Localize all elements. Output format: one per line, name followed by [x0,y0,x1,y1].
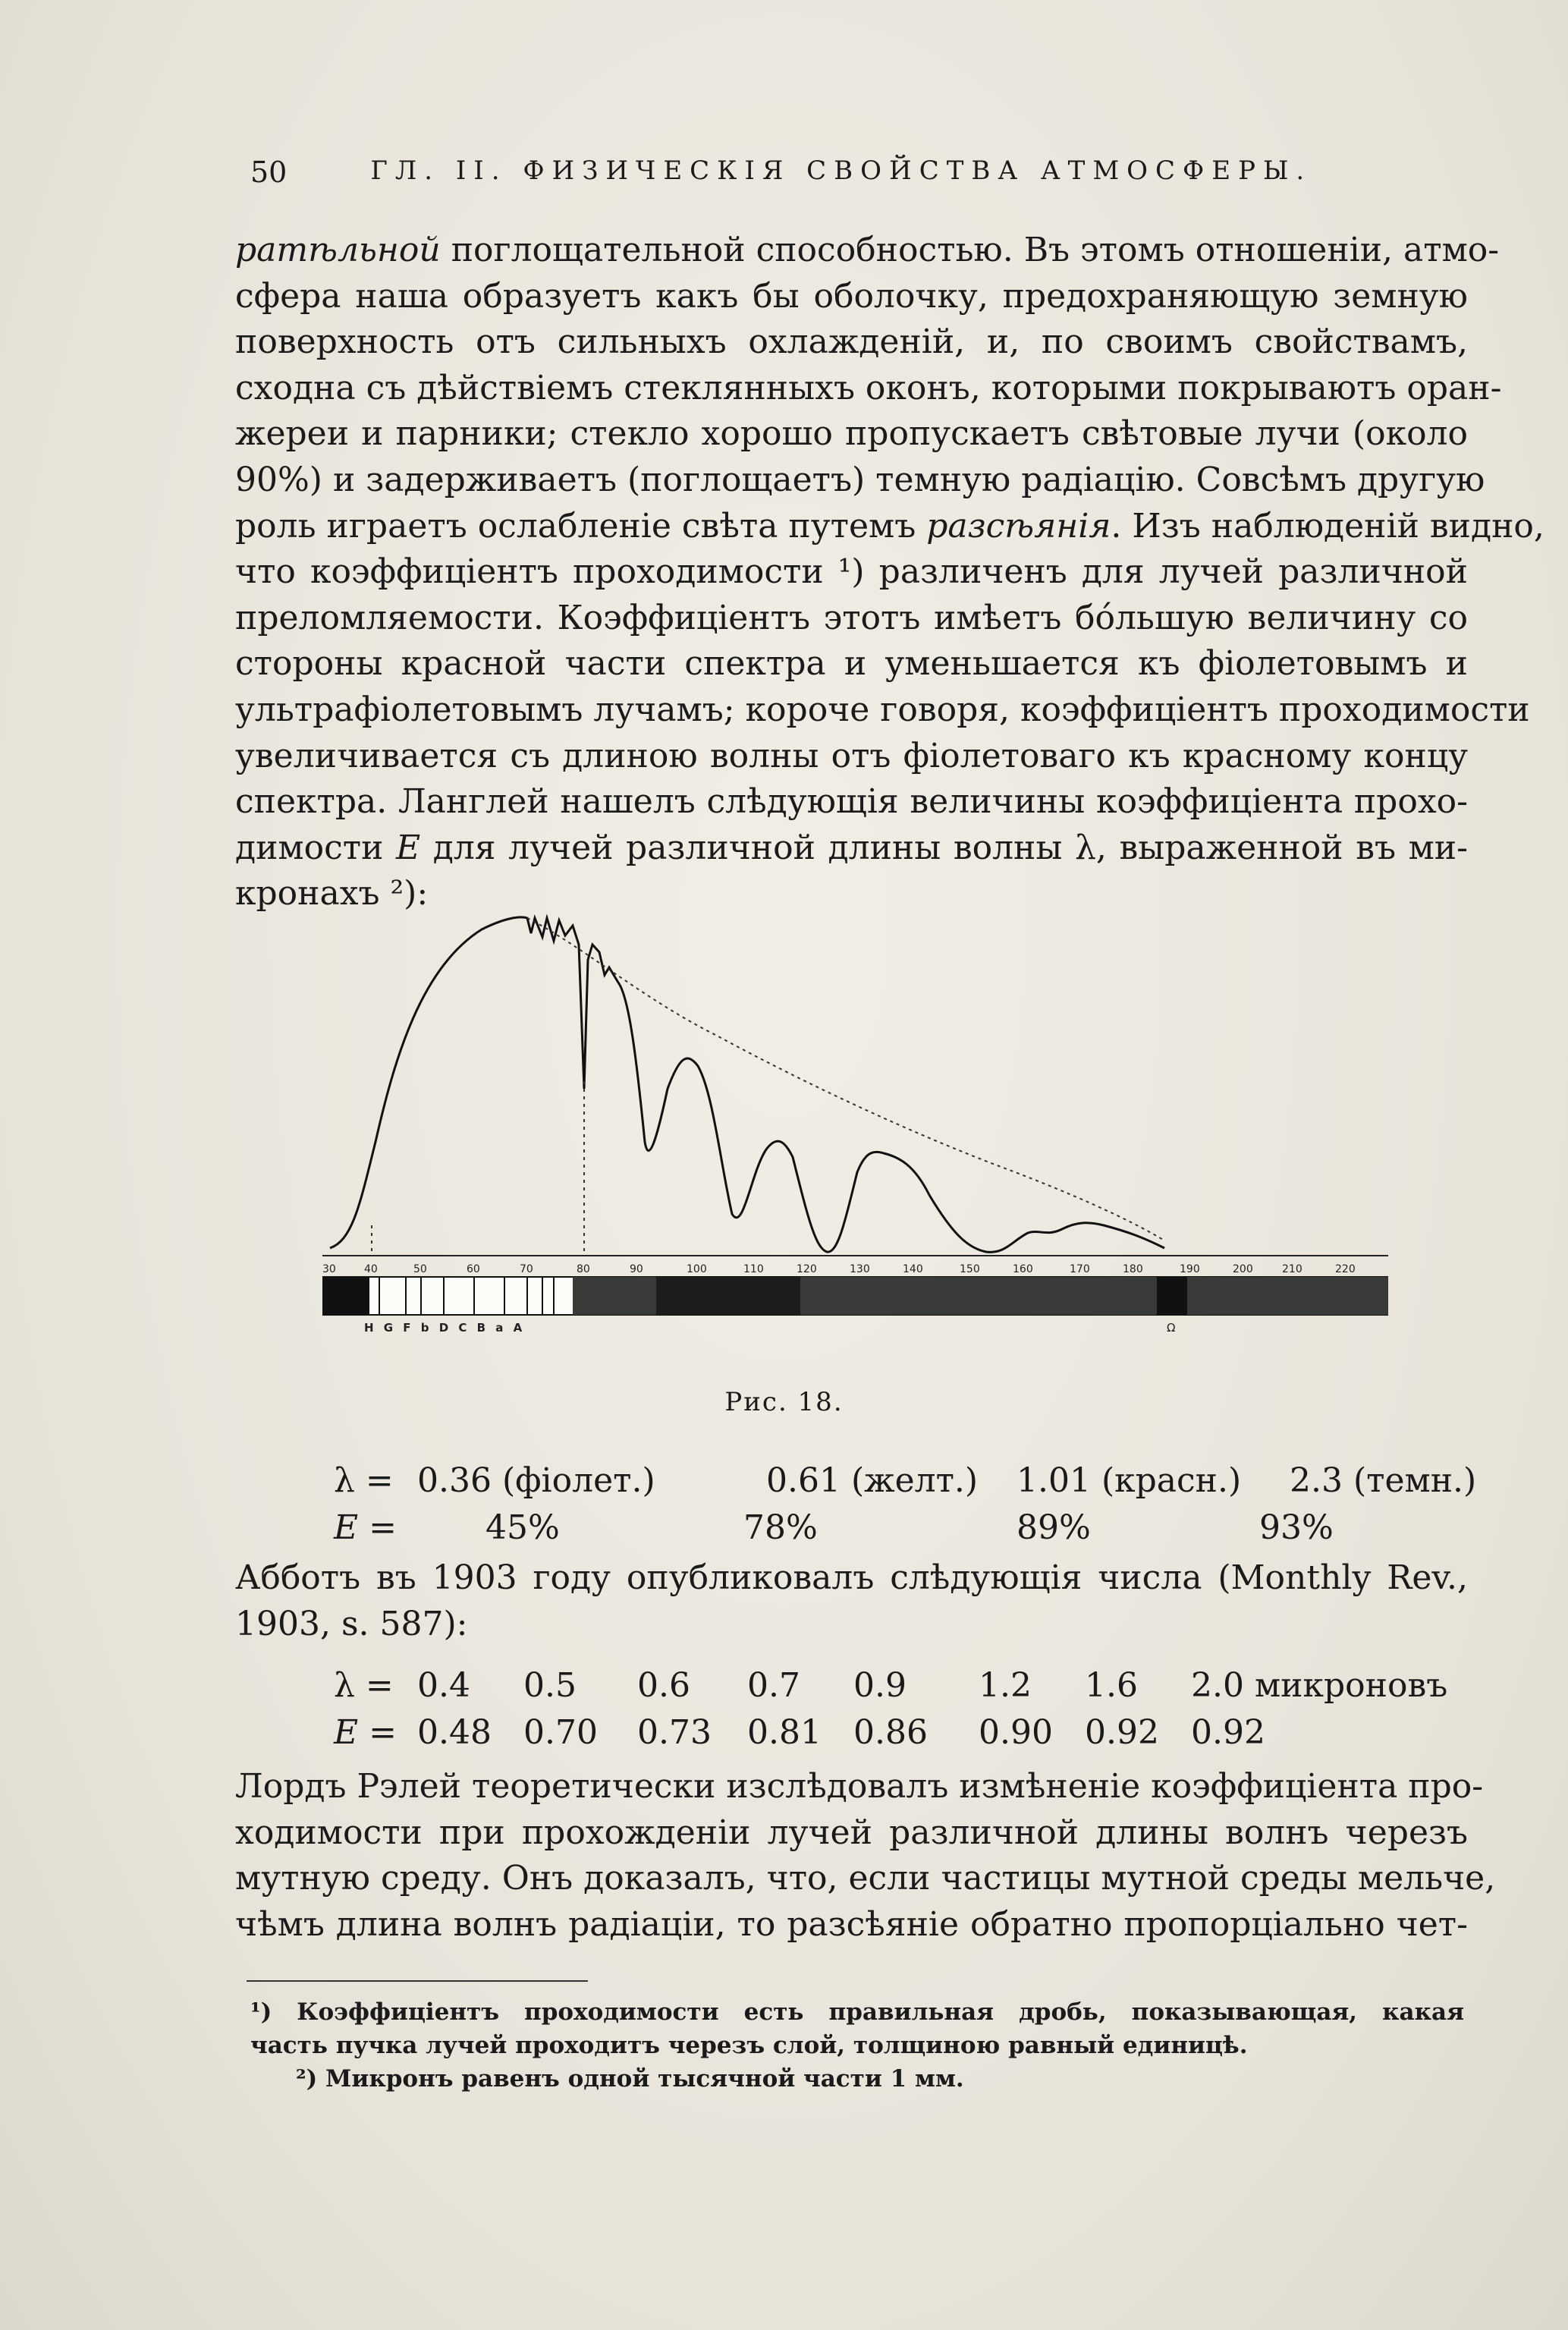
e-value: 0.90 [979,1712,1053,1752]
lambda-row [334,1662,1447,1709]
text-line: увеличивается съ длиною волны отъ фіолетоваго къ красному концу [235,736,1468,775]
text-line: Абботъ въ 1903 году опубликовалъ слѣдующія числа (Monthly Rev., [235,1558,1468,1597]
text-line: поверхность отъ сильныхъ охлажденій, и, по своимъ свойствамъ, [235,322,1468,362]
lambda-value: 1.2 [979,1665,1032,1705]
wavelength-scale [322,1263,1356,1275]
text-line: ультрафіолетовымъ лучамъ; короче говоря, коэффиціентъ проходимости [235,690,1530,729]
scale-number: 190 [1180,1263,1200,1275]
lambda-value: 0.36 (фіолет.) [417,1461,655,1500]
text-line: ходимости при прохожденіи лучей различной длины волнъ черезъ [235,1813,1468,1852]
e-value: 0.81 [747,1712,822,1752]
lambda-label: λ = [334,1461,394,1500]
chapter-title: ГЛ. II. ФИЗИЧЕСКІЯ СВОЙСТВА АТМОСФЕРЫ. [370,156,1312,186]
lambda-value: 0.5 [523,1665,577,1705]
page-number: 50 [250,156,288,189]
scale-number: 160 [1013,1263,1033,1275]
paragraph-2 [235,1555,1468,1647]
e-value: 45% [485,1508,560,1547]
energy-curve [330,917,1164,1252]
footnote-rule [247,1980,588,1982]
scale-number: 40 [364,1263,378,1275]
spectrum-figure [322,914,1388,1354]
lambda-value: 0.61 (желт.) [766,1461,979,1500]
footnote-line: ¹) Коэффиціентъ проходимости есть правильная дробь, показывающая, какая [250,1998,1464,2026]
scale-number: 120 [797,1263,817,1275]
scale-number: 70 [520,1263,533,1275]
text-line: Лордъ Рэлей теоретически изслѣдовалъ измѣненіе коэффиціента про- [235,1767,1484,1806]
text-line: роль играетъ ослабленіе свѣта путемъ разсѣянія. Изъ наблюденій видно, [235,506,1544,546]
e-value: 89% [1017,1508,1091,1547]
scale-number: 100 [687,1263,707,1275]
e-label: E = [334,1712,397,1752]
e-value: 0.70 [523,1712,598,1752]
e-row [334,1709,1447,1756]
text-line: 90%) и задерживаетъ (поглощаетъ) темную радіацію. Совсѣмъ другую [235,460,1485,499]
e-value: 0.92 [1191,1712,1265,1752]
paragraph-1 [235,228,1544,917]
lambda-value: 1.01 (красн.) [1017,1461,1242,1500]
lambda-value: 0.4 [417,1665,470,1705]
envelope-curve [527,918,1164,1240]
lambda-value: 1.6 [1085,1665,1138,1705]
paragraph-3 [235,1764,1496,1948]
scale-number: 210 [1282,1263,1302,1275]
scale-number: 60 [467,1263,480,1275]
text-line: жереи и парники; стекло хорошо пропускаетъ свѣтовые лучи (около [235,414,1468,454]
footnotes [250,1995,1464,2096]
lambda-value: 2.0 микроновъ [1191,1665,1448,1705]
scale-number: 150 [960,1263,980,1275]
scale-number: 170 [1070,1263,1090,1275]
text-line: сфера наша образуетъ какъ бы оболочку, предохраняющую земную [235,276,1468,316]
scale-number: 50 [413,1263,427,1275]
running-head [250,156,1335,189]
lambda-label: λ = [334,1665,394,1705]
text-line: преломляемости. Коэффиціентъ этотъ имѣетъ бóльшую величину со [235,598,1468,637]
e-value: 93% [1259,1508,1334,1547]
scale-number: 220 [1335,1263,1356,1275]
scale-number: 30 [322,1263,336,1275]
scale-number: 130 [850,1263,870,1275]
scale-number: 180 [1123,1263,1143,1275]
text-line: 1903, s. 587): [235,1604,468,1643]
text-line: сходна съ дѣйствіемъ стеклянныхъ оконъ, которыми покрываютъ оран- [235,368,1502,407]
scale-number: 200 [1233,1263,1253,1275]
text-line: что коэффиціентъ проходимости ¹) различенъ для лучей различной [235,552,1468,592]
abbot-table [334,1662,1447,1756]
lambda-row [334,1457,1476,1504]
e-value: 0.73 [637,1712,712,1752]
text-line: ратѣльной поглощательной способностью. Въ этомъ отношеніи, атмо- [235,231,1500,269]
text-line: димости E для лучей различной длины волны λ, выраженной въ ми- [235,828,1468,867]
e-label: E = [334,1508,397,1547]
e-value: 0.92 [1085,1712,1159,1752]
text-line: чѣмъ длина волнъ радіаціи, то разсѣяніе обратно пропорціально чет- [235,1904,1468,1944]
scale-number: 80 [577,1263,590,1275]
lambda-value: 0.6 [637,1665,690,1705]
band-letter: Ω [1167,1321,1176,1335]
spectrum-band [322,1277,1388,1315]
fraunhofer-letters: H G F b D C B a A [364,1321,526,1335]
text-line: мутную среду. Онъ доказалъ, что, если частицы мутной среды мельче, [235,1859,1496,1898]
e-value: 0.86 [853,1712,928,1752]
langley-table [334,1457,1476,1551]
footnote-line: ²) Микронъ равенъ одной тысячной части 1 мм. [296,2065,964,2093]
scale-number: 140 [903,1263,923,1275]
lambda-value: 0.7 [747,1665,800,1705]
lambda-value: 2.3 (темн.) [1290,1461,1477,1500]
scale-number: 90 [630,1263,643,1275]
e-value: 0.48 [417,1712,492,1752]
e-value: 78% [743,1508,818,1547]
lambda-value: 0.9 [853,1665,907,1705]
text-line: спектра. Ланглей нашелъ слѣдующія величины коэффиціента прохо- [235,782,1468,822]
figure-caption: Рис. 18. [724,1387,844,1417]
text-line: стороны красной части спектра и уменьшается къ фіолетовымъ и [235,644,1468,684]
scale-number: 110 [743,1263,764,1275]
e-row [334,1504,1476,1551]
text-line: кронахъ ²): [235,874,429,913]
footnote-line: часть пучка лучей проходитъ черезъ слой, толщиною равный единицѣ. [250,2032,1248,2059]
